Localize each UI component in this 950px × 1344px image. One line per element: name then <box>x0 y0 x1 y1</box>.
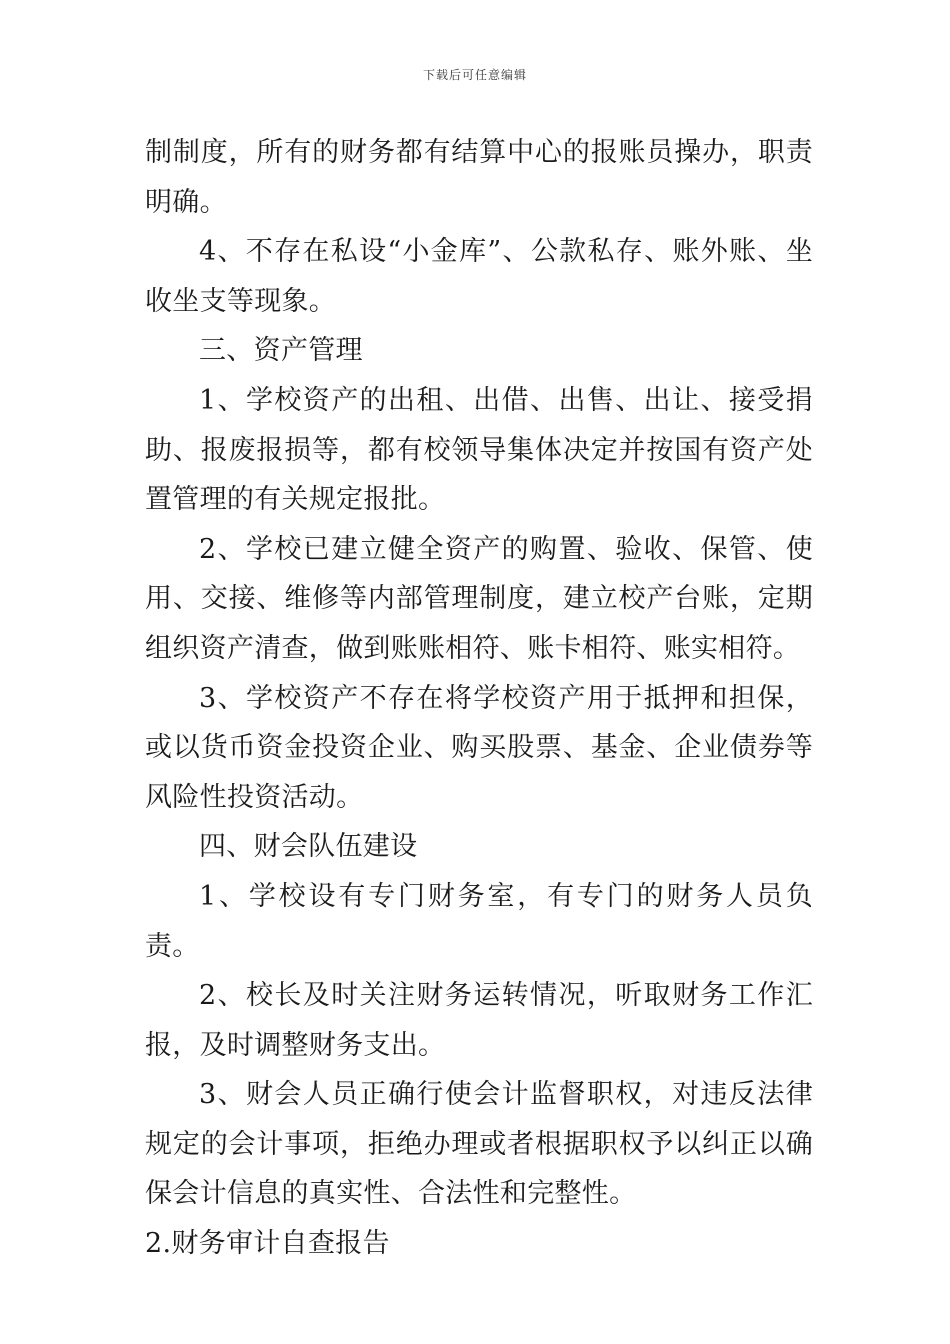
document-section-title: 2.财务审计自查报告 <box>145 1228 390 1260</box>
section-heading-assets: 三、资产管理 <box>199 335 363 367</box>
page-header-note: 下载后可任意编辑 <box>422 68 527 82</box>
paragraph-continuation: 制制度，所有的财务都有结算中心的报账员操办，职责明确。 <box>145 137 813 218</box>
document-body <box>145 128 813 1269</box>
paragraph-staff-item-2: 2、校长及时关注财务运转情况，听取财务工作汇报，及时调整财务支出。 <box>145 980 813 1061</box>
paragraph-staff-item-1: 1、学校设有专门财务室，有专门的财务人员负责。 <box>145 880 813 962</box>
paragraph-assets-item-2: 2、学校已建立健全资产的购置、验收、保管、使用、交接、维修等内部管理制度，建立校产台账，定期组织资产清查，做到账账相符、账卡相符、账实相符。 <box>145 533 813 664</box>
paragraph-item-4: 4、不存在私设“小金库”、公款私存、账外账、坐收坐支等现象。 <box>145 236 813 317</box>
paragraph-staff-item-3: 3、财会人员正确行使会计监督职权，对违反法律规定的会计事项，拒绝办理或者根据职权予以纠正以确保会计信息的真实性、合法性和完整性。 <box>145 1079 813 1210</box>
paragraph-assets-item-3: 3、学校资产不存在将学校资产用于抵押和担保，或以货币资金投资企业、购买股票、基金、企业债券等风险性投资活动。 <box>145 682 813 813</box>
section-heading-staff: 四、财会队伍建设 <box>199 831 418 863</box>
paragraph-assets-item-1: 1、学校资产的出租、出借、出售、出让、接受捐助、报废报损等，都有校领导集体决定并按国有资产处置管理的有关规定报批。 <box>145 384 813 516</box>
